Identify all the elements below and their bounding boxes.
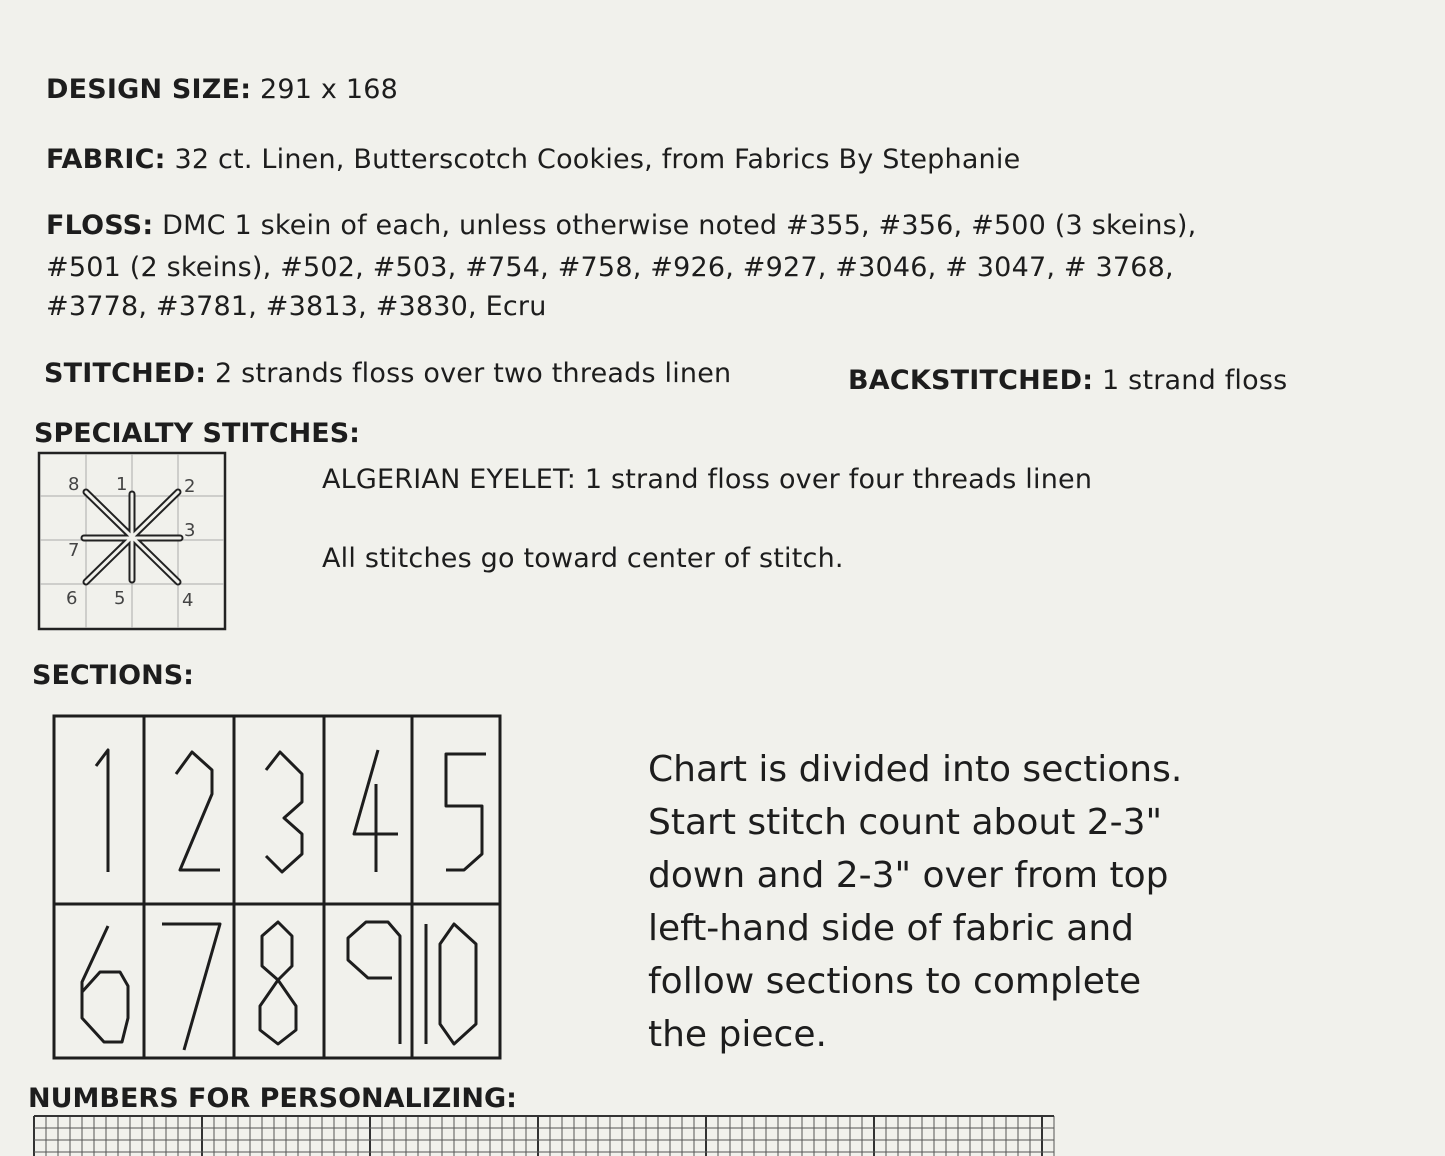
- sections-grid: [52, 714, 504, 1062]
- floss-line-2: [46, 252, 1174, 283]
- diagram-number-5: 5: [114, 588, 126, 609]
- fabric-label: FABRIC:: [46, 144, 166, 175]
- specialty-heading: SPECIALTY STITCHES:: [34, 418, 360, 449]
- diagram-number-4: 4: [182, 590, 194, 611]
- floss-label: FLOSS:: [46, 210, 154, 241]
- floss-text-1: DMC 1 skein of each, unless otherwise noted #355, #356, #500 (3 skeins),: [162, 210, 1197, 241]
- section-numeral-2: [176, 752, 220, 870]
- stitched-value: 2 strands floss over two threads linen: [215, 358, 732, 389]
- floss-text-3: #3778, #3781, #3813, #3830, Ecru: [46, 291, 547, 322]
- floss-line-3: [46, 291, 547, 322]
- section-number-label: 5: [459, 806, 466, 817]
- backstitched-value: 1 strand floss: [1102, 365, 1288, 396]
- section-number-label: 8: [279, 996, 286, 1007]
- design-size-value: 291 x 168: [260, 74, 399, 105]
- design-size-label: DESIGN SIZE:: [46, 74, 252, 105]
- sections-description-line: down and 2-3" over from top: [648, 855, 1169, 896]
- fabric-line: [46, 144, 1020, 175]
- diagram-number-8: 8: [68, 474, 80, 495]
- diagram-number-1: 1: [116, 474, 128, 495]
- stitched-line: [44, 358, 731, 389]
- section-numeral-8: [260, 922, 296, 1044]
- diagram-number-3: 3: [184, 520, 196, 541]
- floss-line-1: [46, 210, 1196, 241]
- sections-description-line: the piece.: [648, 1014, 827, 1055]
- diagram-number-2: 2: [184, 476, 196, 497]
- section-number-label: 9: [369, 996, 376, 1007]
- sections-description-line: Start stitch count about 2-3": [648, 802, 1163, 843]
- fabric-value: 32 ct. Linen, Butterscotch Cookies, from Fabrics By Stephanie: [174, 144, 1021, 175]
- section-number-label: 7: [189, 996, 196, 1007]
- diagram-number-7: 7: [68, 540, 80, 561]
- section-numeral-9: [348, 922, 400, 1044]
- algerian-eyelet-description: 1 strand floss over four threads linen: [584, 464, 1093, 495]
- sections-heading: SECTIONS:: [32, 660, 194, 691]
- section-number-label: 1: [99, 806, 106, 817]
- floss-text-2: #501 (2 skeins), #502, #503, #754, #758, #926, #927, #3046, # 3047, # 3768,: [46, 252, 1174, 283]
- section-numeral-4: [354, 750, 398, 872]
- algerian-eyelet-line: [322, 464, 1092, 495]
- backstitched-line: [848, 365, 1287, 396]
- sections-description-line: Chart is divided into sections.: [648, 749, 1183, 790]
- section-number-label: 6: [99, 996, 106, 1007]
- design-size-line: [46, 74, 398, 105]
- diagram-number-6: 6: [66, 588, 78, 609]
- section-numeral-7: [162, 924, 220, 1050]
- sections-description-line: follow sections to complete: [648, 961, 1142, 1002]
- backstitched-label: BACKSTITCHED:: [848, 365, 1094, 396]
- personalizing-heading: NUMBERS FOR PERSONALIZING:: [28, 1083, 517, 1114]
- algerian-eyelet-diagram: [38, 452, 228, 632]
- section-numeral-5: [446, 754, 486, 870]
- sections-description-line: left-hand side of fabric and: [648, 908, 1134, 949]
- section-numeral-10: [426, 924, 476, 1044]
- section-number-label: 4: [369, 806, 376, 817]
- section-numeral-6: [82, 926, 128, 1042]
- section-number-label: 3: [279, 806, 286, 817]
- section-number-label: 10: [459, 996, 472, 1007]
- stitch-direction-note: All stitches go toward center of stitch.: [322, 543, 844, 574]
- personalizing-grid: [34, 1116, 1056, 1156]
- algerian-eyelet-name: ALGERIAN EYELET:: [322, 464, 577, 495]
- stitched-label: STITCHED:: [44, 358, 207, 389]
- section-number-label: 2: [189, 806, 196, 817]
- sections-description: [648, 743, 1182, 1061]
